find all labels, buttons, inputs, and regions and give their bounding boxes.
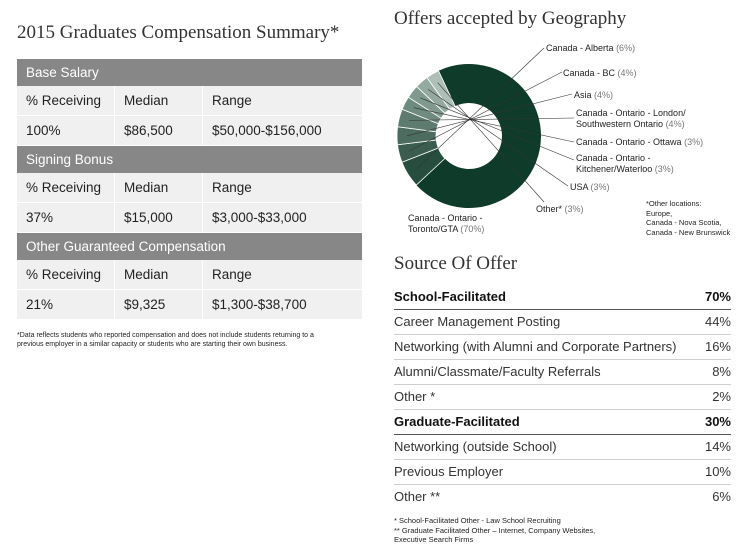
source-row-graduate-facilitated xyxy=(394,410,731,435)
source-row xyxy=(394,435,731,460)
column-label: Median xyxy=(114,86,202,115)
source-title: Source Of Offer xyxy=(394,253,518,274)
column-label: % Receiving xyxy=(26,180,102,195)
source-label: Alumni/Classmate/Faculty Referrals xyxy=(394,364,601,379)
source-value: 8% xyxy=(712,364,731,379)
source-value: 30% xyxy=(704,414,731,429)
source-value: 10% xyxy=(704,464,731,479)
label-usa: USA (3%) xyxy=(570,182,610,192)
table-row xyxy=(17,115,362,145)
source-label: Previous Employer xyxy=(394,464,504,479)
source-footnote xyxy=(394,516,595,545)
source-value: 16% xyxy=(704,339,731,354)
label-kitchener: Canada - Ontario - Kitchener/Waterloo (3%) xyxy=(576,153,674,174)
source-row xyxy=(394,485,731,509)
label-bc: Canada - BC (4%) xyxy=(563,68,637,78)
source-row xyxy=(394,335,731,360)
column-label: % Receiving xyxy=(26,93,102,108)
source-row xyxy=(394,385,731,410)
column-label: Range xyxy=(202,86,362,115)
table-row xyxy=(17,202,362,232)
other-note-line: Europe, xyxy=(646,208,673,218)
source-row xyxy=(394,360,731,385)
percent-receiving: 37% xyxy=(26,210,54,225)
source-value: 70% xyxy=(704,289,731,304)
range-value: $3,000-$33,000 xyxy=(202,203,362,232)
source-row-school-facilitated xyxy=(394,285,731,310)
percent-receiving: 100% xyxy=(26,123,61,138)
other-note-line: Canada - New Brunswick xyxy=(646,227,731,237)
label-toronto: Canada - Ontario - Toronto/GTA (70%) xyxy=(408,213,485,234)
other-note-line: *Other locations: xyxy=(646,199,702,208)
other-note-line: Canada - Nova Scotia, xyxy=(646,218,722,227)
median-value: $15,000 xyxy=(114,203,202,232)
label-london: Canada - Ontario - London/ Southwestern Ontario (4%) xyxy=(576,108,686,129)
source-label: Other * xyxy=(394,389,436,404)
source-value: 14% xyxy=(704,439,731,454)
table-row xyxy=(17,260,362,289)
source-value: 2% xyxy=(712,389,731,404)
section-header-base-salary: Base Salary xyxy=(17,59,362,86)
source-note-line: ** Graduate Facilitated Other – Internet, Company Websites, xyxy=(394,525,596,535)
table-row xyxy=(17,173,362,202)
column-label: Median xyxy=(114,260,202,289)
section-header-other-compensation: Other Guaranteed Compensation xyxy=(17,233,362,260)
source-note-line: * School-Facilitated Other - Law School Recruiting xyxy=(394,516,561,525)
label-ottawa: Canada - Ontario - Ottawa (3%) xyxy=(576,137,704,147)
column-label: % Receiving xyxy=(26,267,102,282)
percent-receiving: 21% xyxy=(26,297,54,312)
column-label: Median xyxy=(114,173,202,202)
table-row xyxy=(17,86,362,115)
label-other: Other* (3%) xyxy=(536,204,584,214)
source-value: 6% xyxy=(712,489,731,504)
source-value: 44% xyxy=(704,314,731,329)
source-label: School-Facilitated xyxy=(394,289,506,304)
source-note-line: Executive Search Firms xyxy=(394,535,474,544)
source-of-offer-list xyxy=(394,285,731,509)
section-header-signing-bonus: Signing Bonus xyxy=(17,146,362,173)
source-label: Graduate-Facilitated xyxy=(394,414,520,429)
column-label: Range xyxy=(202,260,362,289)
label-asia: Asia (4%) xyxy=(574,90,614,100)
source-row xyxy=(394,310,731,335)
column-label: Range xyxy=(202,173,362,202)
table-row xyxy=(17,289,362,319)
range-value: $50,000-$156,000 xyxy=(202,116,362,145)
source-label: Networking (with Alumni and Corporate Partners) xyxy=(394,339,677,354)
source-row xyxy=(394,460,731,485)
source-label: Career Management Posting xyxy=(394,314,561,329)
median-value: $9,325 xyxy=(114,290,202,319)
compensation-footnote: *Data reflects students who reported compensation and does not include students returning to a previous employer in a similar capacity or students who are starting their own business. xyxy=(17,332,314,348)
compensation-title: 2015 Graduates Compensation Summary* xyxy=(17,22,340,43)
other-locations-note xyxy=(646,199,730,237)
range-value: $1,300-$38,700 xyxy=(202,290,362,319)
source-label: Networking (outside School) xyxy=(394,439,557,454)
median-value: $86,500 xyxy=(114,116,202,145)
source-label: Other ** xyxy=(394,489,441,504)
compensation-table xyxy=(17,59,362,320)
label-alberta: Canada - Alberta (6%) xyxy=(546,43,636,53)
geography-title: Offers accepted by Geography xyxy=(394,8,627,29)
